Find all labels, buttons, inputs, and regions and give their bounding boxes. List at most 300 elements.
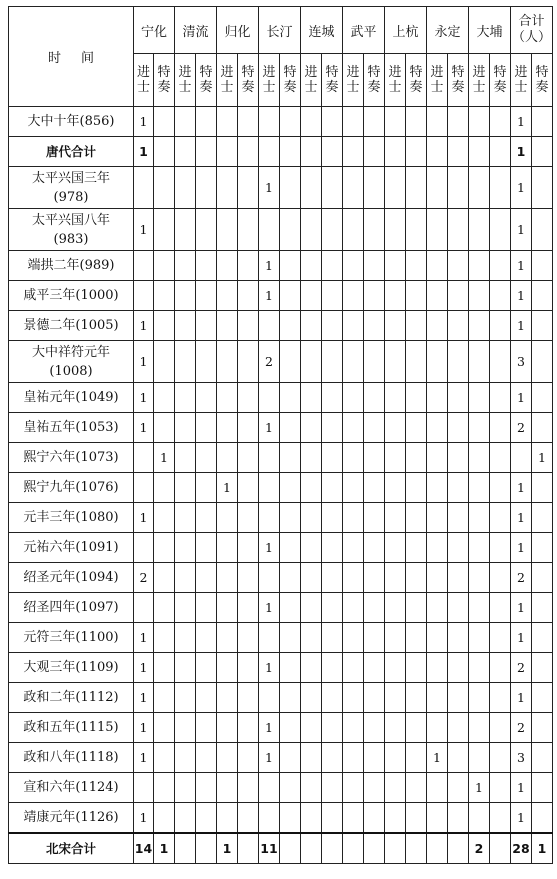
subheader-char: 特 (157, 65, 171, 80)
table-cell (196, 443, 217, 473)
subheader-jinshi (134, 54, 154, 107)
subheader-jinshi (469, 54, 490, 107)
table-cell (343, 251, 364, 281)
table-cell (532, 713, 553, 743)
table-cell (217, 383, 238, 413)
table-cell (490, 251, 511, 281)
table-cell (364, 563, 385, 593)
table-cell (280, 743, 301, 773)
table-cell (406, 341, 427, 383)
table-cell (469, 533, 490, 563)
table-cell: 1 (134, 713, 154, 743)
table-cell (532, 653, 553, 683)
subheader-char: 进 (220, 65, 234, 80)
row-time-label: 皇祐元年(1049) (9, 383, 134, 413)
table-cell (134, 281, 154, 311)
table-cell (406, 137, 427, 167)
table-cell (301, 713, 322, 743)
table-cell (490, 713, 511, 743)
row-time-label: 北宋合计 (9, 833, 134, 864)
table-cell (238, 167, 259, 209)
table-cell (259, 473, 280, 503)
subheader-tezou (238, 54, 259, 107)
table-cell (448, 623, 469, 653)
table-cell: 1 (134, 413, 154, 443)
table-cell (196, 137, 217, 167)
table-cell (322, 473, 343, 503)
table-row (9, 251, 553, 281)
table-row-total (9, 137, 553, 167)
subheader-char: 奏 (199, 80, 213, 95)
table-cell: 1 (532, 443, 553, 473)
table-cell: 1 (134, 683, 154, 713)
table-cell (134, 167, 154, 209)
region-header: 宁化 (134, 7, 175, 54)
row-time-label: 熙宁九年(1076) (9, 473, 134, 503)
table-cell (322, 311, 343, 341)
table-cell (238, 503, 259, 533)
table-cell (406, 281, 427, 311)
table-cell (301, 803, 322, 834)
subheader-char: 士 (388, 80, 402, 95)
table-cell (469, 743, 490, 773)
table-cell (196, 833, 217, 864)
table-cell (490, 311, 511, 341)
table-cell (490, 167, 511, 209)
table-cell (134, 593, 154, 623)
table-cell: 1 (511, 803, 532, 834)
table-cell: 3 (511, 341, 532, 383)
table-cell (343, 341, 364, 383)
table-cell (469, 209, 490, 251)
table-cell (322, 833, 343, 864)
table-cell (322, 341, 343, 383)
table-cell (217, 503, 238, 533)
table-cell: 1 (259, 533, 280, 563)
table-cell (301, 209, 322, 251)
subheader-jinshi (175, 54, 196, 107)
table-cell (134, 473, 154, 503)
table-row (9, 803, 553, 834)
table-cell (406, 383, 427, 413)
table-cell (448, 311, 469, 341)
table-cell (217, 623, 238, 653)
table-cell (490, 137, 511, 167)
table-cell: 11 (259, 833, 280, 864)
subheader-char: 奏 (409, 80, 423, 95)
table-cell (385, 653, 406, 683)
time-header-char-2: 间 (81, 51, 95, 66)
table-cell (406, 473, 427, 503)
table-cell (238, 341, 259, 383)
table-cell (175, 773, 196, 803)
table-cell (406, 773, 427, 803)
table-cell (469, 473, 490, 503)
table-cell (490, 503, 511, 533)
table-cell (490, 593, 511, 623)
table-cell: 1 (134, 503, 154, 533)
table-row (9, 653, 553, 683)
table-cell (322, 383, 343, 413)
table-row (9, 281, 553, 311)
table-cell (196, 281, 217, 311)
table-cell (385, 413, 406, 443)
table-cell (343, 167, 364, 209)
table-cell (469, 503, 490, 533)
subheader-char: 士 (514, 80, 528, 95)
subheader-char: 特 (367, 65, 381, 80)
table-cell (532, 383, 553, 413)
table-cell (322, 137, 343, 167)
table-cell (301, 413, 322, 443)
table-cell (238, 251, 259, 281)
row-time-label: 宣和六年(1124) (9, 773, 134, 803)
table-cell (175, 383, 196, 413)
table-cell (532, 311, 553, 341)
subheader-char: 进 (472, 65, 486, 80)
subheader-char: 特 (409, 65, 423, 80)
table-cell (490, 833, 511, 864)
table-cell: 1 (259, 593, 280, 623)
subheader-char: 奏 (367, 80, 381, 95)
table-cell (469, 413, 490, 443)
table-cell (134, 443, 154, 473)
table-cell (280, 473, 301, 503)
table-cell (238, 773, 259, 803)
table-cell: 1 (217, 833, 238, 864)
region-header: 归化 (217, 7, 259, 54)
region-header: 大埔 (469, 7, 511, 54)
table-cell (385, 341, 406, 383)
table-cell (364, 473, 385, 503)
table-cell: 1 (259, 713, 280, 743)
subheader-tezou (280, 54, 301, 107)
table-cell (427, 773, 448, 803)
table-cell (469, 443, 490, 473)
table-cell (385, 593, 406, 623)
table-cell (343, 773, 364, 803)
table-cell (154, 281, 175, 311)
region-header: 永定 (427, 7, 469, 54)
table-cell (301, 443, 322, 473)
table-cell (196, 251, 217, 281)
subheader-char: 士 (220, 80, 234, 95)
table-cell (301, 773, 322, 803)
table-cell (469, 341, 490, 383)
table-cell (406, 503, 427, 533)
table-cell (385, 533, 406, 563)
table-cell (448, 713, 469, 743)
subheader-char: 进 (304, 65, 318, 80)
table-cell (532, 773, 553, 803)
table-cell: 1 (154, 443, 175, 473)
table-cell (406, 833, 427, 864)
table-cell: 1 (511, 137, 532, 167)
table-cell (364, 743, 385, 773)
table-cell (196, 413, 217, 443)
table-cell: 1 (134, 653, 154, 683)
table-cell (427, 167, 448, 209)
imperial-exam-table-container (8, 6, 553, 864)
table-cell (301, 743, 322, 773)
total-header-unit: （人） (511, 30, 551, 45)
table-cell (322, 167, 343, 209)
table-cell (385, 773, 406, 803)
table-cell (175, 251, 196, 281)
table-cell (406, 803, 427, 834)
subheader-char: 士 (136, 80, 150, 95)
table-cell (175, 803, 196, 834)
table-cell (532, 341, 553, 383)
table-cell (532, 503, 553, 533)
time-header-char-1: 时 (47, 51, 61, 66)
table-cell (490, 743, 511, 773)
table-cell (280, 167, 301, 209)
subheader-char: 士 (178, 80, 192, 95)
table-cell (301, 281, 322, 311)
region-header: 长汀 (259, 7, 301, 54)
table-cell (196, 593, 217, 623)
row-time-label: 元符三年(1100) (9, 623, 134, 653)
row-time-label: 政和八年(1118) (9, 743, 134, 773)
row-time-label: 靖康元年(1126) (9, 803, 134, 834)
table-cell (406, 167, 427, 209)
table-cell (175, 443, 196, 473)
table-cell (238, 443, 259, 473)
region-header: 连城 (301, 7, 343, 54)
table-cell (175, 623, 196, 653)
table-cell: 1 (511, 473, 532, 503)
table-cell (238, 473, 259, 503)
table-cell (343, 281, 364, 311)
table-cell (343, 413, 364, 443)
subheader-char: 特 (451, 65, 465, 80)
table-cell (196, 653, 217, 683)
subheader-char: 进 (514, 65, 528, 80)
table-cell (280, 533, 301, 563)
table-cell (427, 137, 448, 167)
table-cell (154, 413, 175, 443)
subheader-char: 进 (178, 65, 192, 80)
table-cell (490, 683, 511, 713)
table-cell (238, 281, 259, 311)
table-cell (448, 413, 469, 443)
table-cell (238, 107, 259, 137)
table-cell (385, 743, 406, 773)
table-cell (469, 593, 490, 623)
table-cell: 2 (511, 563, 532, 593)
table-cell (532, 251, 553, 281)
table-cell (280, 107, 301, 137)
table-cell (490, 443, 511, 473)
table-cell (469, 383, 490, 413)
region-header: 清流 (175, 7, 217, 54)
imperial-exam-table (8, 6, 553, 864)
table-cell (406, 563, 427, 593)
table-cell (532, 473, 553, 503)
table-cell (364, 683, 385, 713)
table-cell (469, 311, 490, 341)
table-cell (217, 251, 238, 281)
table-cell (406, 107, 427, 137)
table-cell (343, 311, 364, 341)
table-cell (427, 209, 448, 251)
table-cell (406, 743, 427, 773)
table-body (9, 107, 553, 864)
table-cell (217, 167, 238, 209)
subheader-char: 奏 (157, 80, 171, 95)
table-cell (406, 311, 427, 341)
table-cell (448, 593, 469, 623)
table-cell (532, 281, 553, 311)
table-cell (322, 683, 343, 713)
subheader-char: 进 (346, 65, 360, 80)
subheader-jinshi (427, 54, 448, 107)
table-cell (301, 167, 322, 209)
table-cell: 1 (154, 833, 175, 864)
row-time-label: 绍圣四年(1097) (9, 593, 134, 623)
table-cell (385, 713, 406, 743)
table-cell (217, 107, 238, 137)
table-cell (427, 803, 448, 834)
table-cell (532, 563, 553, 593)
table-cell (196, 623, 217, 653)
table-cell (259, 803, 280, 834)
table-cell (175, 533, 196, 563)
table-cell (490, 533, 511, 563)
table-cell (217, 533, 238, 563)
table-cell (385, 311, 406, 341)
table-cell (301, 683, 322, 713)
table-cell (196, 743, 217, 773)
table-cell (175, 593, 196, 623)
row-time-label: 熙宁六年(1073) (9, 443, 134, 473)
table-cell (385, 443, 406, 473)
row-time-label: 政和二年(1112) (9, 683, 134, 713)
subheader-char: 士 (346, 80, 360, 95)
table-row (9, 311, 553, 341)
table-cell (448, 803, 469, 834)
subheader-jinshi (343, 54, 364, 107)
table-cell (301, 593, 322, 623)
subheader-char: 进 (262, 65, 276, 80)
table-cell (280, 803, 301, 834)
table-cell (154, 593, 175, 623)
table-cell (343, 383, 364, 413)
table-row (9, 773, 553, 803)
table-cell (301, 563, 322, 593)
table-cell (343, 533, 364, 563)
table-cell (175, 167, 196, 209)
table-cell (343, 503, 364, 533)
table-cell (259, 209, 280, 251)
table-cell (238, 803, 259, 834)
table-cell (175, 341, 196, 383)
table-cell (385, 209, 406, 251)
table-cell (217, 803, 238, 834)
row-time-label: 景德二年(1005) (9, 311, 134, 341)
table-cell (217, 563, 238, 593)
table-cell (301, 341, 322, 383)
table-cell (448, 563, 469, 593)
table-cell: 1 (511, 167, 532, 209)
table-cell (196, 773, 217, 803)
table-cell (448, 167, 469, 209)
table-cell (364, 107, 385, 137)
subheader-jinshi (217, 54, 238, 107)
table-cell (406, 413, 427, 443)
table-cell (448, 743, 469, 773)
table-cell: 1 (134, 209, 154, 251)
table-row (9, 533, 553, 563)
table-cell (385, 623, 406, 653)
region-header: 上杭 (385, 7, 427, 54)
table-cell (427, 281, 448, 311)
table-cell: 1 (134, 137, 154, 167)
table-cell (175, 413, 196, 443)
table-cell (469, 107, 490, 137)
table-cell (217, 653, 238, 683)
table-cell (532, 107, 553, 137)
table-cell (427, 623, 448, 653)
table-cell (217, 713, 238, 743)
table-cell (280, 563, 301, 593)
table-cell: 1 (259, 743, 280, 773)
table-cell (427, 383, 448, 413)
table-cell (196, 713, 217, 743)
table-cell (154, 503, 175, 533)
table-cell (469, 803, 490, 834)
table-cell (196, 533, 217, 563)
table-cell (196, 503, 217, 533)
table-cell (364, 209, 385, 251)
table-cell (175, 503, 196, 533)
table-cell: 1 (511, 503, 532, 533)
table-cell (259, 683, 280, 713)
table-cell (364, 341, 385, 383)
table-cell (154, 137, 175, 167)
table-cell (343, 563, 364, 593)
table-cell (175, 137, 196, 167)
table-cell (448, 533, 469, 563)
table-cell (238, 833, 259, 864)
row-time-label: 端拱二年(989) (9, 251, 134, 281)
table-cell (280, 311, 301, 341)
table-cell (280, 713, 301, 743)
table-cell (532, 623, 553, 653)
table-cell (343, 107, 364, 137)
table-cell (322, 773, 343, 803)
table-cell (406, 593, 427, 623)
table-cell (385, 803, 406, 834)
table-cell: 1 (259, 167, 280, 209)
table-cell (343, 137, 364, 167)
table-cell (364, 803, 385, 834)
subheader-jinshi (259, 54, 280, 107)
table-cell (322, 443, 343, 473)
subheader-tezou (490, 54, 511, 107)
table-cell (385, 251, 406, 281)
table-cell (490, 563, 511, 593)
time-column-header (9, 7, 134, 107)
table-cell (280, 281, 301, 311)
total-header (511, 7, 553, 54)
table-cell (134, 533, 154, 563)
subheader-char: 奏 (325, 80, 339, 95)
table-cell (448, 251, 469, 281)
table-cell: 1 (259, 251, 280, 281)
table-cell: 1 (259, 653, 280, 683)
